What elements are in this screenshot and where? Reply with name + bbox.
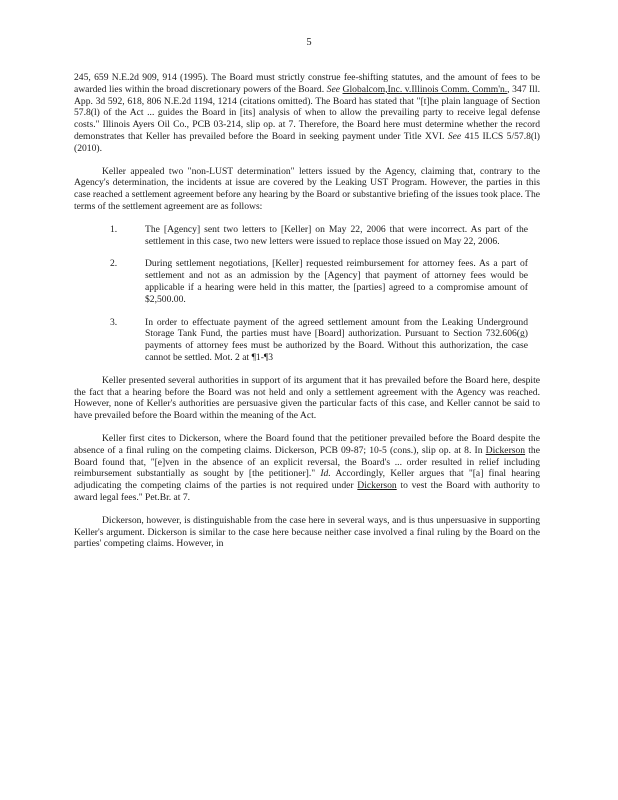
list-item-number: 1. xyxy=(110,223,118,235)
page-number: 5 xyxy=(306,37,312,48)
paragraph-1: 245, 659 N.E.2d 909, 914 (1995). The Board must strictly construe fee-shifting statutes, and the amount of fees to be awarded lies within the broad discretionary powers of the Board. See Globalcom,Inc. v.Illinois Comm. Comm'n., 347 Ill. App. 3d 592, 618, 806 N.E.2d 1194, 1214 (citations omitted). The Board has stated that "[t]he plain language of Section 57.8(l) of the Act ... guides the Board in [its] analysis of when to allow the prevailing party to receive legal defense costs." Illinois Ayers Oil Co., PCB 03-214, slip op. at 7. Therefore, the Board here must determine whether the record demonstrates that Keller has prevailed before the Board in seeking payment under Title XVI. See 415 ILCS 5/57.8(l) (2010). xyxy=(74,72,540,154)
paragraph-5: Dickerson, however, is distinguishable from the case here in several ways, and is thus unpersuasive in supporting Keller's argument. Dickerson is similar to the case here because neither case involved a final ruling by the Board on the parties' competing claims. However, in xyxy=(74,514,540,550)
case-citation: Dickerson xyxy=(357,480,397,492)
paragraph-2: Keller appealed two "non-LUST determination" letters issued by the Agency, claiming that, contrary to the Agency's determination, the incidents at issue are covered by the Leaking UST Program. However, the parties in this case reached a settlement agreement before any hearing by the Board or substantive briefing of the issues took place. The terms of the settlement agreement are as follows: xyxy=(74,165,541,212)
paragraph-3: Keller presented several authorities in support of its argument that it has prevailed before the Board here, despite the fact that a hearing before the Board was not held and only a settlement agreement with the Agency was reached. However, none of Keller's authorities are persuasive given the particular facts of this case, and Keller cannot be said to have prevailed before the Board within the meaning of the Act. xyxy=(74,374,540,422)
list-item-number: 3. xyxy=(110,316,118,328)
case-citation: Globalcom,Inc. v.Illinois Comm. Comm'n. xyxy=(342,83,508,95)
list-item-number: 2. xyxy=(110,258,118,270)
body-text xyxy=(74,72,540,561)
list-item xyxy=(74,258,540,305)
list-item xyxy=(74,317,540,364)
list-item-text: The [Agency] sent two letters to [Keller] on May 22, 2006 that were incorrect. As part of the settlement in this case, two new letters were issued to replace those issued on May 22, 2006. xyxy=(145,223,528,247)
list-item-text: During settlement negotiations, [Keller] requested reimbursement for attorney fees. As a part of settlement and not as an admission by the [Agency] that payment of attorney fees would be applicable if a hearing were held in this matter, the [parties] agreed to a compromise amount of $2,500.00. xyxy=(145,258,528,305)
case-citation: Dickerson xyxy=(485,444,526,456)
list-item xyxy=(74,224,540,248)
list-item-text: In order to effectuate payment of the agreed settlement amount from the Leaking Underground Storage Tank Fund, the parties must have [Board] authorization. Pursuant to Section 732.606(g) payments of attorney fees must be authorized by the Board. Without this authorization, the case cannot be settled. Mot. 2 at ¶1-¶3 xyxy=(145,316,528,363)
paragraph-4: Keller first cites to Dickerson, where the Board found that the petitioner prevailed before the Board despite the absence of a final ruling on the competing claims. Dickerson, PCB 09-87; 10-5 (cons.), slip op. at 8. In Dickerson the Board found that, "[e]ven in the absence of an explicit reversal, the Board's ... order resulted in relief including reimbursement substantially as sought by [the petitioner]." Id. Accordingly, Keller argues that "[a] final hearing adjudicating the competing claims of the parties is not required under Dickerson to vest the Board with authority to award legal fees." Pet.Br. at 7. xyxy=(74,432,540,503)
